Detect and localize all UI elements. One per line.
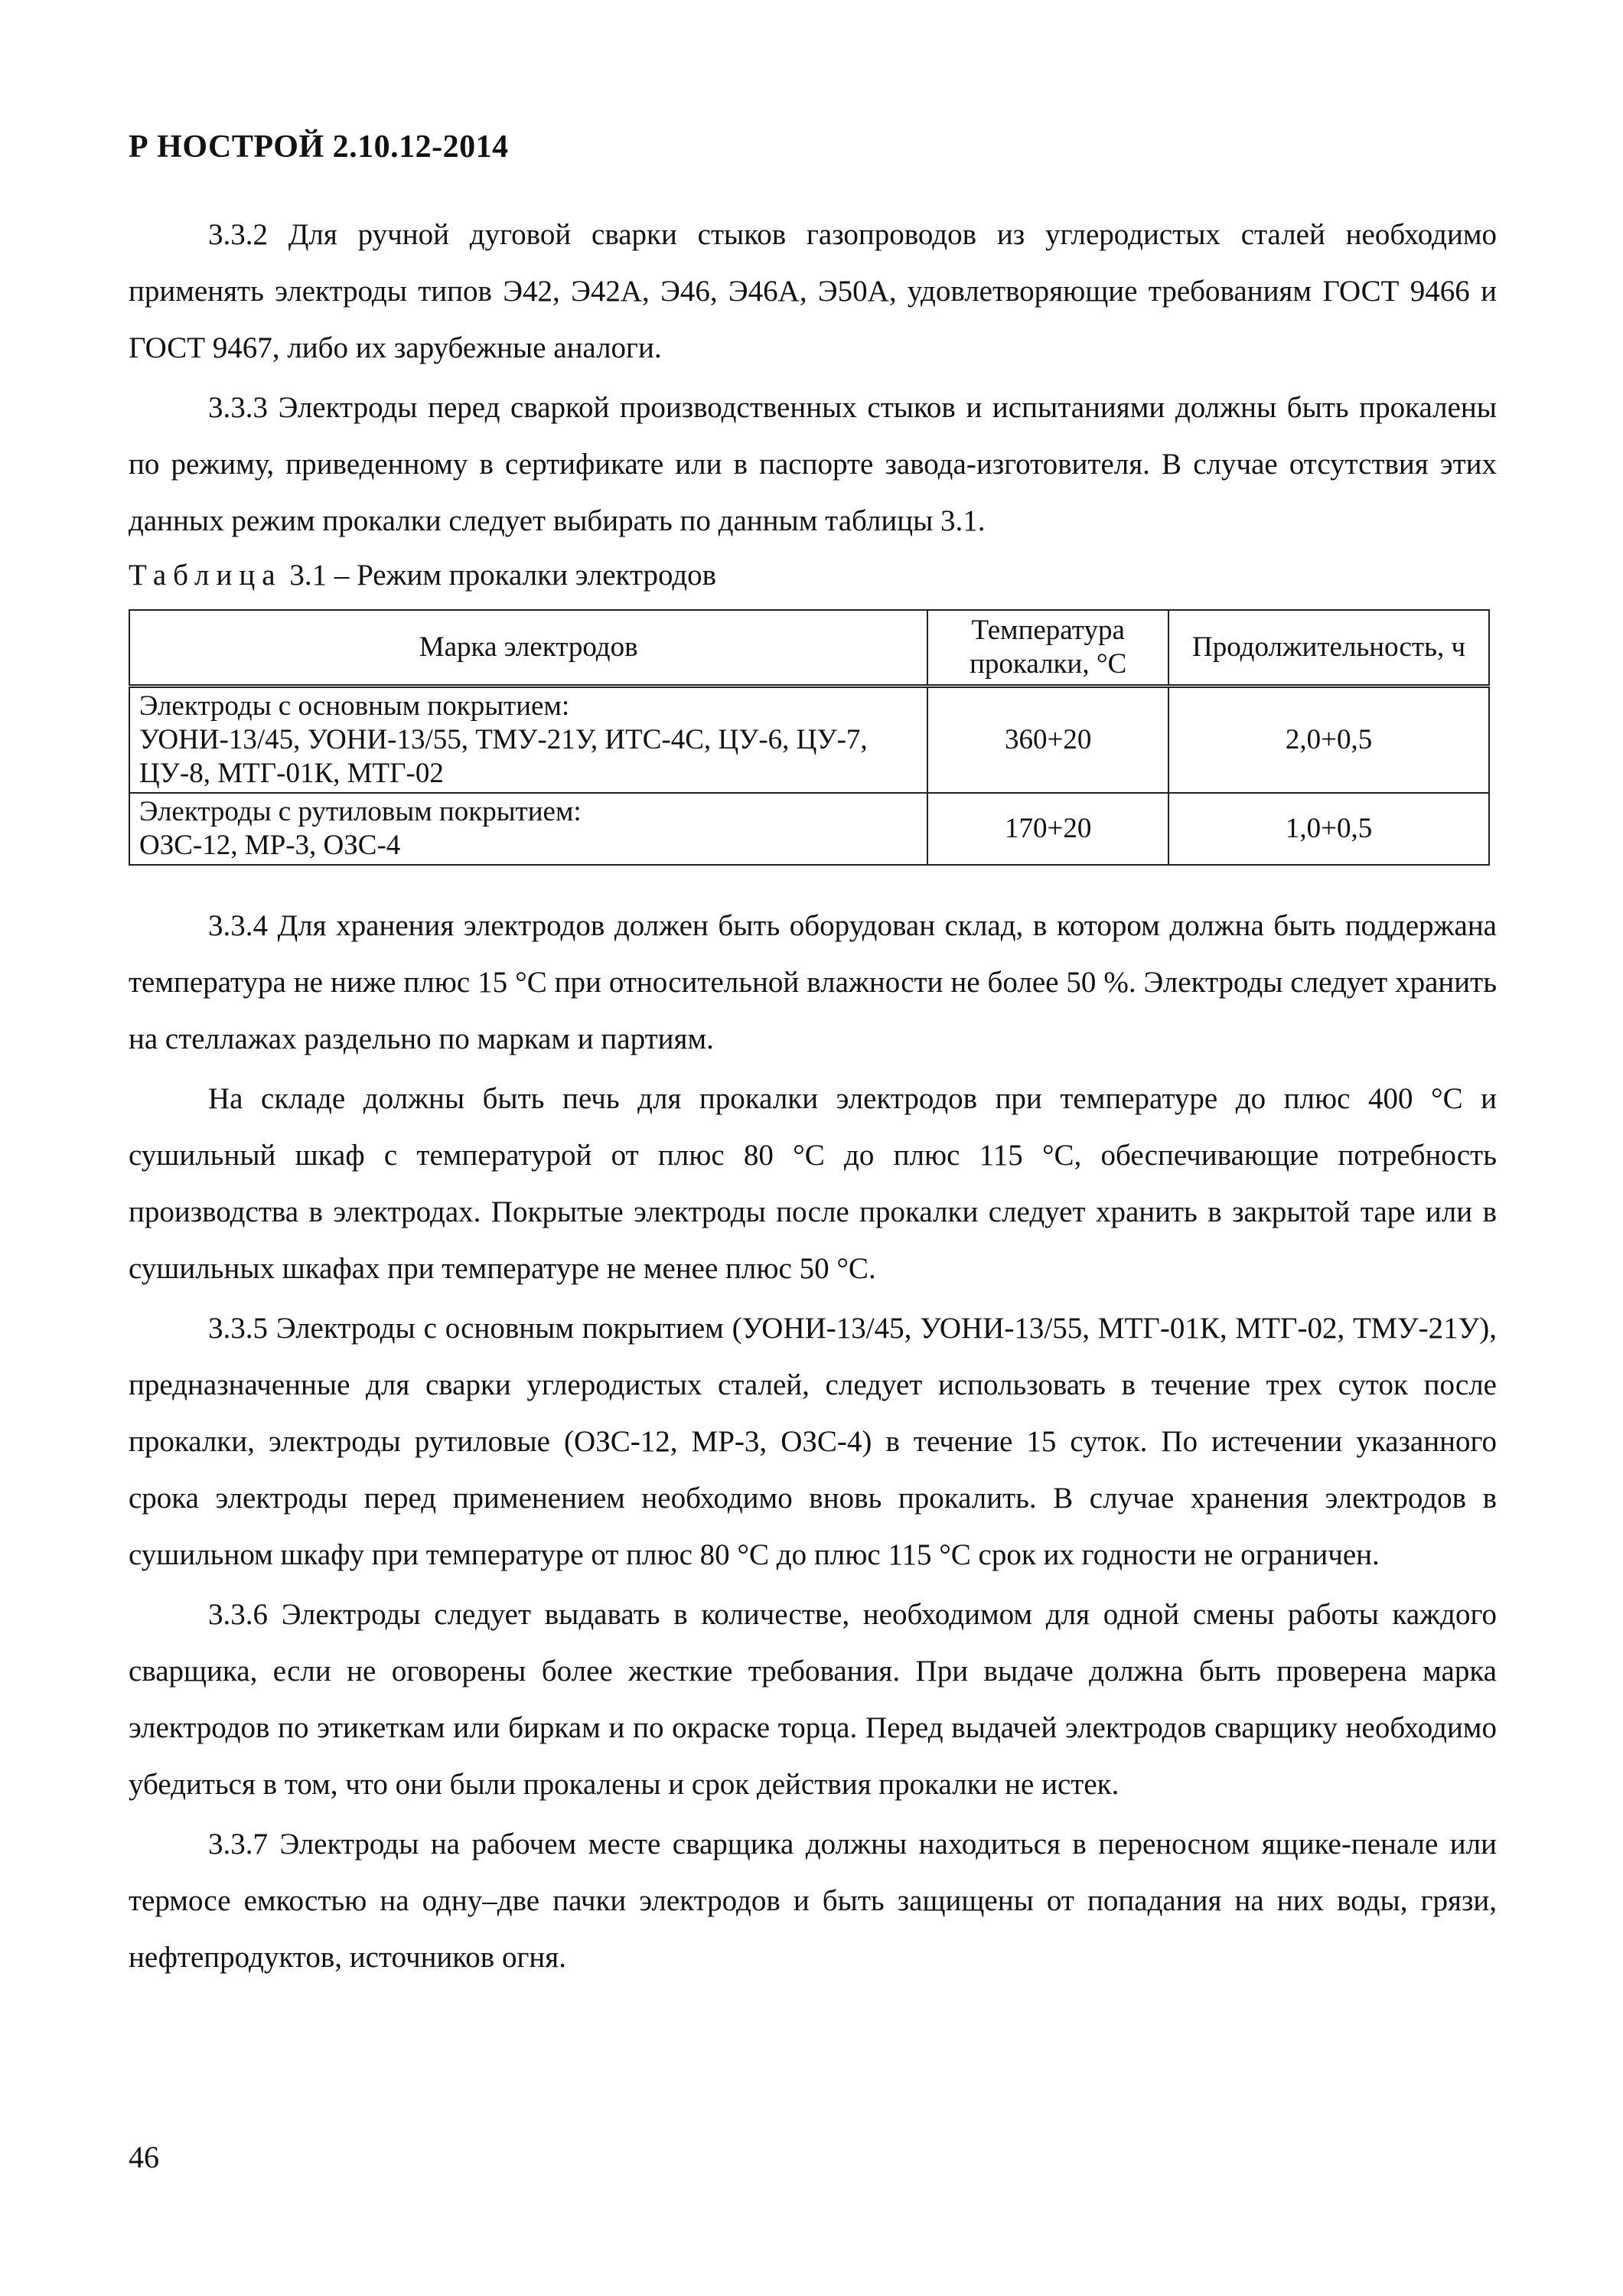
electrode-coating-type: Электроды с основным покрытием: [139, 690, 570, 722]
header-duration: Продолжительность, ч [1168, 610, 1489, 687]
table-header-row [129, 610, 1489, 687]
table-caption-text: 3.1 – Режим прокалки электродов [282, 559, 717, 592]
paragraph-3-3-3: 3.3.3 Электроды перед сваркой производственных стыков и испытаниями должны быть прокалены по режиму, приведенному в сертификате или в паспорте завода-изготовителя. В случае отсутствия этих данных режим прокалки следует выбирать по данным таблицы 3.1. [129, 391, 1497, 537]
electrode-baking-table [129, 609, 1490, 866]
paragraph-3-3-6: 3.3.6 Электроды следует выдавать в количестве, необходимом для одной смены работы каждого сварщика, если не оговорены более жесткие требования. При выдаче должна быть проверена марка электродов по этикеткам или биркам и по окраске торца. Перед выдачей электродов сварщику необходимо убедиться в том, что они были прокалены и срок действия прокалки не истек. [129, 1598, 1497, 1801]
paragraph-3-3-4: 3.3.4 Для хранения электродов должен быть оборудован склад, в котором должна быть поддержана температура не ниже плюс 15 °С при относительной влажности не более 50 %. Электроды следует хранить на стеллажах раздельно по маркам и партиям. [129, 909, 1497, 1055]
paragraph-3-3-7: 3.3.7 Электроды на рабочем месте сварщика должны находиться в переносном ящике-пенале или термосе емкостью на одну–две пачки электродов и быть защищены от попадания на них воды, грязи, нефтепродуктов, источников огня. [129, 1828, 1497, 1974]
table-row [129, 793, 1489, 865]
paragraph-storage: На складе должны быть печь для прокалки электродов при температуре до плюс 400 °С и сушильный шкаф с температурой от плюс 80 °С до плюс 115 °С, обеспечивающие потребность производства в электродах. Покрытые электроды после прокалки следует хранить в закрытой таре или в сушильных шкафах при температуре не менее плюс 50 °С. [129, 1082, 1497, 1285]
document-header: Р НОСТРОЙ 2.10.12-2014 [129, 129, 509, 165]
header-electrode-brand: Марка электродов [129, 610, 927, 687]
table-row [129, 687, 1489, 794]
table-caption-label: Таблица [129, 559, 282, 592]
cell-temperature: 170+20 [927, 793, 1168, 865]
cell-electrode-brand [129, 793, 927, 865]
electrode-coating-type: Электроды с рутиловым покрытием: [139, 796, 582, 827]
cell-temperature: 360+20 [927, 687, 1168, 794]
header-temperature: Температура прокалки, °С [927, 610, 1168, 687]
electrode-brands: ОЗС-12, МР-3, ОЗС-4 [139, 830, 401, 861]
page-number: 46 [129, 2140, 159, 2174]
electrode-brands: УОНИ-13/45, УОНИ-13/55, ТМУ-21У, ИТС-4С, ЦУ-6, ЦУ-7, ЦУ-8, МТГ-01К, МТГ-02 [139, 724, 868, 789]
cell-duration: 1,0+0,5 [1168, 793, 1489, 865]
cell-duration: 2,0+0,5 [1168, 687, 1489, 794]
paragraph-3-3-2: 3.3.2 Для ручной дуговой сварки стыков газопроводов из углеродистых сталей необходимо применять электроды типов Э42, Э42А, Э46, Э46А, Э50А, удовлетворяющие требованиям ГОСТ 9466 и ГОСТ 9467, либо их зарубежные аналоги. [129, 218, 1497, 364]
table-caption [129, 553, 1497, 598]
paragraph-3-3-5: 3.3.5 Электроды с основным покрытием (УОНИ-13/45, УОНИ-13/55, МТГ-01К, МТГ-02, ТМУ-21У), предназначенные для сварки углеродистых сталей, следует использовать в течение трех суток после прокалки, электроды рутиловые (ОЗС-12, МР-3, ОЗС-4) в течение 15 суток. По истечении указанного срока электроды перед применением необходимо вновь прокалить. В случае хранения электродов в сушильном шкафу при температуре от плюс 80 °С до плюс 115 °С срок их годности не ограничен. [129, 1312, 1497, 1571]
cell-electrode-brand [129, 687, 927, 794]
document-body [129, 207, 1497, 1989]
